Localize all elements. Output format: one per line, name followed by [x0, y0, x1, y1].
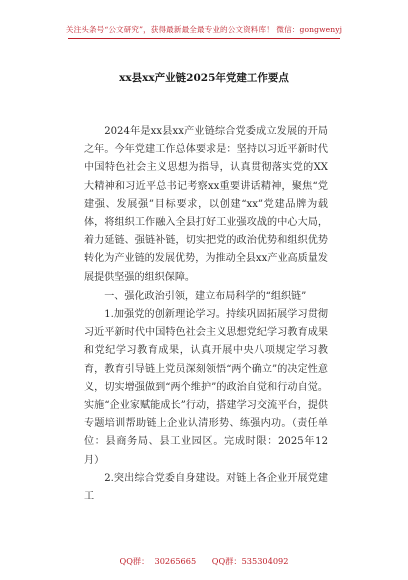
item-paragraph-2: 2.突出综合党委自身建设。对链上各企业开展党建工: [84, 472, 328, 503]
section-heading-1: 一、强化政治引领，建立布局科学的“组织链”: [104, 290, 307, 302]
document-title: xx县xx产业链2025年党建工作要点: [119, 72, 289, 84]
header-promo-note: 关注头条号“公文研究”，获得最新最全最专业的公文资料库！ 微信：gongwenyj: [65, 25, 343, 34]
footer-qq-groups: QQ群： 30265665 QQ群：535304092: [119, 556, 289, 566]
item-paragraph-1: 1.加强党的创新理论学习。持续巩固拓展学习贯彻习近平新时代中国特色社会主义思想党纪学习教育成果和党纪学习教育成果，认真开展中央八项规定学习教育，教育引导链上党员深刻领悟“两个确立”的决定性意义，切实增强做到“两个维护”的政治自觉和行动自觉。实施“企业家赋能成长”行动，搭建学习交流平台，提供专题培训帮助链上企业认清形势、练强内功。（责任单位：县商务局、县工业园区。完成时限：2025年12月）: [84, 309, 328, 466]
document-body: [84, 123, 328, 506]
header-divider: [68, 38, 340, 39]
intro-paragraph: 2024年是xx县xx产业链综合党委成立发展的开局之年。今年党建工作总体要求是：坚持以习近平新时代中国特色社会主义思想为指导，认真贯彻落实党的XX大精神和习近平总书记考察xx重要讲话精神，聚焦“党建强、发展强”目标要求，以创建“xx”党建品牌为载体，将组织工作融入全县打好工业强攻战的中心大局，着力延链、强链补链，切实把党的政治优势和组织优势转化为产业链的发展优势，为推动全县xx产业高质量发展提供坚强的组织保障。: [84, 126, 328, 283]
